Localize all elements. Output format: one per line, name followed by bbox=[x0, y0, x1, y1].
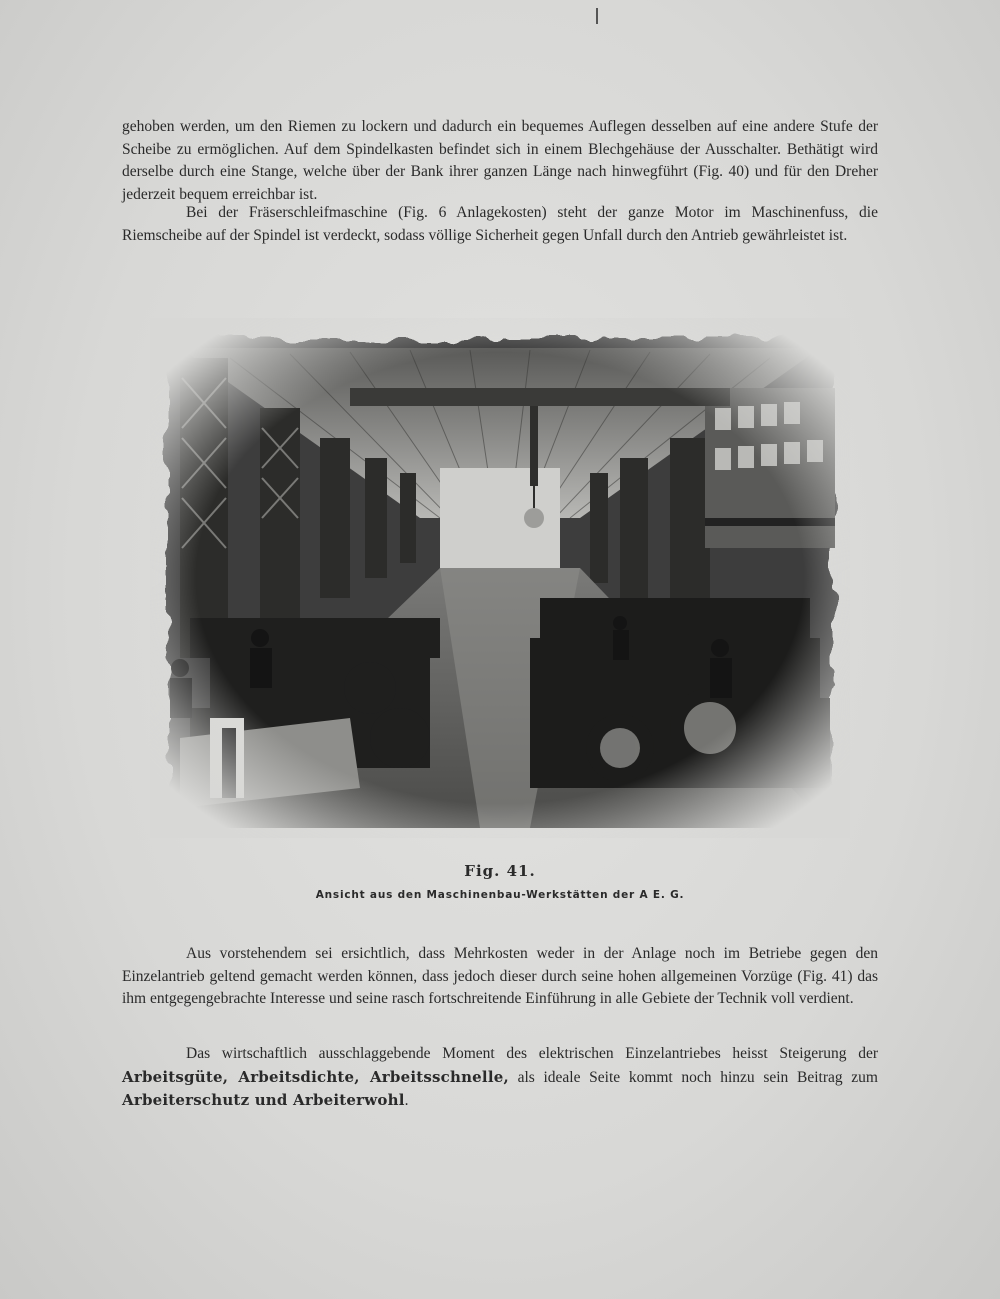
factory-photograph bbox=[150, 318, 850, 838]
text-run: als ideale Seite kommt noch hinzu sein Beitrag zum bbox=[508, 1068, 878, 1086]
margin-mark bbox=[596, 8, 598, 24]
figure-caption: Ansicht aus den Maschinenbau-Werkstätten der A E. G. bbox=[315, 889, 685, 901]
paragraph-conclusion bbox=[122, 943, 878, 1011]
figure-label: Fig. 41. bbox=[464, 862, 536, 880]
text-run: . bbox=[404, 1092, 409, 1109]
paragraph-summary bbox=[122, 1043, 878, 1113]
emphasis-quality-density-speed: Arbeitsgüte, Arbeitsdichte, Arbeitsschnelle, bbox=[122, 1067, 509, 1086]
emphasis-worker-protection: Arbeiterschutz und Arbeiterwohl bbox=[122, 1091, 405, 1109]
paragraph-milling-machine bbox=[122, 202, 878, 247]
paragraph-text bbox=[122, 1043, 878, 1113]
paragraph-text: Bei der Fräserschleifmaschine (Fig. 6 Anlagekosten) steht der ganze Motor im Maschinenfuss, die Riemscheibe auf der Spindel ist verdeckt, sodass völlige Sicherheit gegen Unfall durch den Antrieb gewährleistet ist. bbox=[122, 204, 878, 244]
text-run: Das wirtschaftlich ausschlaggebende Moment des elektrischen Einzelantriebes heisst Steigerung der bbox=[186, 1045, 878, 1062]
paragraph-continued bbox=[122, 116, 878, 206]
paragraph-text: gehoben werden, um den Riemen zu lockern und dadurch ein bequemes Auflegen desselben auf eine andere Stufe der Scheibe zu ermöglichen. Auf dem Spindelkasten befindet sich in einem Blechgehäuse der Ausschalter. Bethätigt wird derselbe durch eine Stange, welche über der Bank ihrer ganzen Länge nach hinwegführt (Fig. 40) und für den Dreher jederzeit bequem erreichbar ist. bbox=[122, 118, 878, 203]
paragraph-text: Aus vorstehendem sei ersichtlich, dass Mehrkosten weder in der Anlage noch im Betriebe gegen den Einzelantrieb geltend gemacht werden können, dass jedoch dieser durch seine hohen allgemeinen Vorzüge (Fig. 41) das ihm entgegengebrachte Interesse und seine rasch fortschreitende Einführung in alle Gebiete der Technik voll verdient. bbox=[122, 945, 878, 1007]
